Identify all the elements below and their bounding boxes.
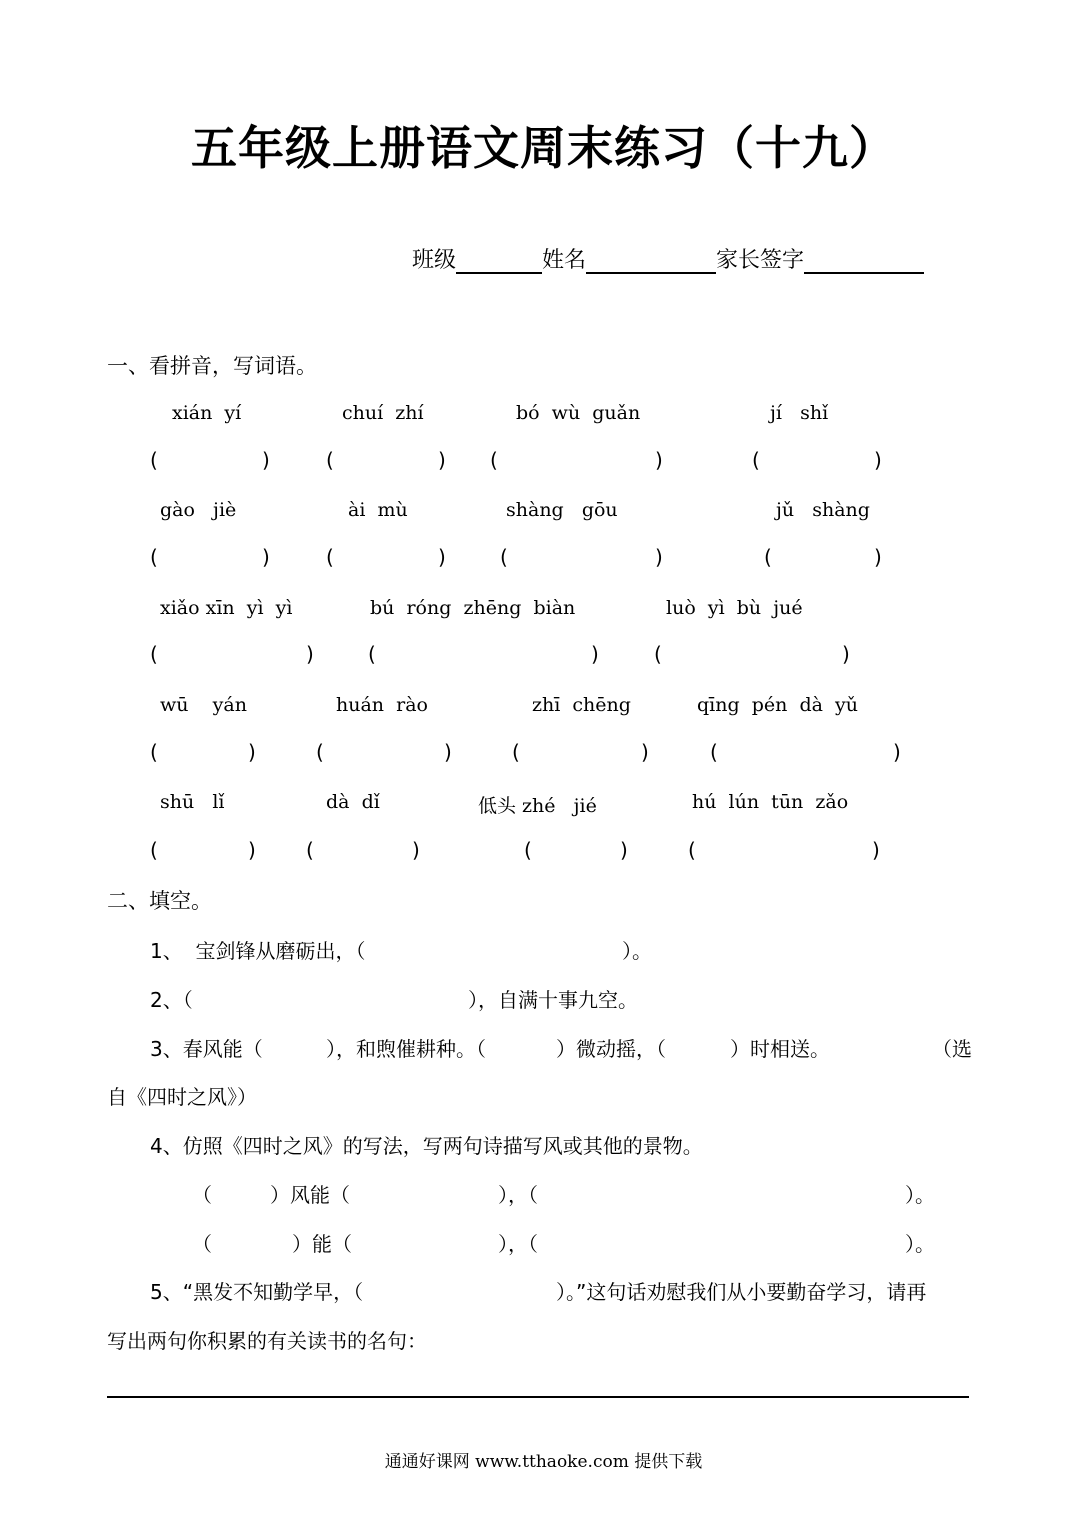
name-blank[interactable] — [586, 248, 716, 274]
paren-left: ( — [150, 448, 158, 472]
pinyin: chuí zhí — [342, 402, 424, 424]
q4-line: ）风能（ — [270, 1183, 350, 1207]
q1-text: 1、 宝剑锋从磨砺出，（ — [150, 939, 366, 963]
q4-line: ），（ — [498, 1183, 538, 1207]
paren-right: ) — [655, 448, 663, 472]
pinyin: hú lún tūn zǎo — [692, 791, 849, 813]
q4-line: （ — [192, 1183, 212, 1207]
paren-left: ( — [150, 838, 158, 862]
sign-label: 家长签字 — [716, 248, 805, 273]
q5-text-cont: 写出两句你积累的有关读书的名句： — [107, 1329, 427, 1353]
paren-right: ) — [655, 545, 663, 569]
q3-text: ），和煦催耕种。（ — [326, 1037, 486, 1061]
paren-left: ( — [490, 448, 498, 472]
q2-text: 2、（ — [150, 988, 193, 1012]
paren-left: ( — [764, 545, 772, 569]
pinyin: jí shǐ — [770, 402, 829, 424]
paren-left: ( — [500, 545, 508, 569]
paren-left: ( — [688, 838, 696, 862]
q3-text: ）时相送。 — [730, 1037, 830, 1061]
paren-right: ) — [438, 448, 446, 472]
paren-right: ) — [641, 740, 649, 764]
paren-right: ) — [874, 448, 882, 472]
q4-line: （ — [192, 1232, 212, 1256]
paren-right: ) — [248, 740, 256, 764]
class-label: 班级 — [412, 248, 457, 273]
pinyin: huán rào — [336, 694, 428, 716]
paren-right: ) — [620, 838, 628, 862]
student-info — [412, 243, 924, 274]
pinyin: zhī chēng — [532, 694, 631, 716]
q3-text: （选 — [932, 1037, 972, 1061]
q3-source: 自《四时之风》） — [107, 1085, 257, 1109]
q4-line: ）。 — [905, 1232, 935, 1256]
pinyin: qīng pén dà yǔ — [697, 694, 858, 716]
pinyin: bú róng zhēng biàn — [370, 597, 576, 619]
paren-left: ( — [326, 545, 334, 569]
pinyin: wū yán — [160, 694, 247, 716]
pinyin: dà dǐ — [326, 791, 380, 813]
paren-right: ) — [262, 545, 270, 569]
pinyin: xiǎo xīn yì yì — [160, 597, 293, 619]
paren-left: ( — [512, 740, 520, 764]
name-label: 姓名 — [542, 248, 587, 273]
pinyin: shàng gōu — [506, 499, 618, 521]
paren-left: ( — [524, 838, 532, 862]
pinyin: xián yí — [172, 402, 242, 424]
q1-text: ）。 — [622, 939, 652, 963]
pinyin: 低头 zhé jié — [478, 795, 597, 817]
section1-heading: 一、看拼音，写词语。 — [107, 354, 317, 378]
paren-left: ( — [150, 642, 158, 666]
paren-left: ( — [326, 448, 334, 472]
q4-text: 4、仿照《四时之风》的写法，写两句诗描写风或其他的景物。 — [150, 1134, 703, 1158]
class-blank[interactable] — [456, 248, 542, 274]
paren-right: ) — [842, 642, 850, 666]
paren-right: ) — [438, 545, 446, 569]
pinyin: shū lǐ — [160, 791, 225, 813]
q5-text: 5、“黑发不知勤学早，（ — [150, 1280, 364, 1304]
paren-right: ) — [306, 642, 314, 666]
paren-left: ( — [654, 642, 662, 666]
paren-left: ( — [306, 838, 314, 862]
pinyin: jǔ shàng — [776, 499, 870, 521]
q3-text: ）微动摇，（ — [556, 1037, 666, 1061]
paren-left: ( — [316, 740, 324, 764]
paren-left: ( — [752, 448, 760, 472]
q4-line: ），（ — [498, 1232, 538, 1256]
page-title: 五年级上册语文周末练习（十九） — [191, 121, 896, 175]
q5-text: ）。”这句话劝慰我们从小要勤奋学习，请再 — [556, 1280, 927, 1304]
paren-left: ( — [368, 642, 376, 666]
paren-left: ( — [150, 740, 158, 764]
pinyin: gào jiè — [160, 499, 237, 521]
paren-left: ( — [150, 545, 158, 569]
paren-right: ) — [412, 838, 420, 862]
paren-right: ) — [444, 740, 452, 764]
q3-text: 3、春风能（ — [150, 1037, 263, 1061]
paren-right: ) — [248, 838, 256, 862]
pinyin: bó wù guǎn — [516, 402, 641, 424]
q2-text: ），自满十事九空。 — [468, 988, 638, 1012]
paren-right: ) — [262, 448, 270, 472]
q4-line: ）。 — [905, 1183, 935, 1207]
paren-right: ) — [893, 740, 901, 764]
pinyin: luò yì bù jué — [666, 597, 803, 619]
answer-line[interactable] — [107, 1396, 969, 1398]
paren-right: ) — [872, 838, 880, 862]
paren-left: ( — [710, 740, 718, 764]
section2-heading: 二、填空。 — [107, 889, 212, 913]
sign-blank[interactable] — [804, 248, 924, 274]
paren-right: ) — [591, 642, 599, 666]
paren-right: ) — [874, 545, 882, 569]
pinyin: ài mù — [348, 499, 408, 521]
q4-line: ）能（ — [292, 1232, 352, 1256]
footer-credit: 通通好课网 www.tthaoke.com 提供下载 — [384, 1452, 703, 1472]
